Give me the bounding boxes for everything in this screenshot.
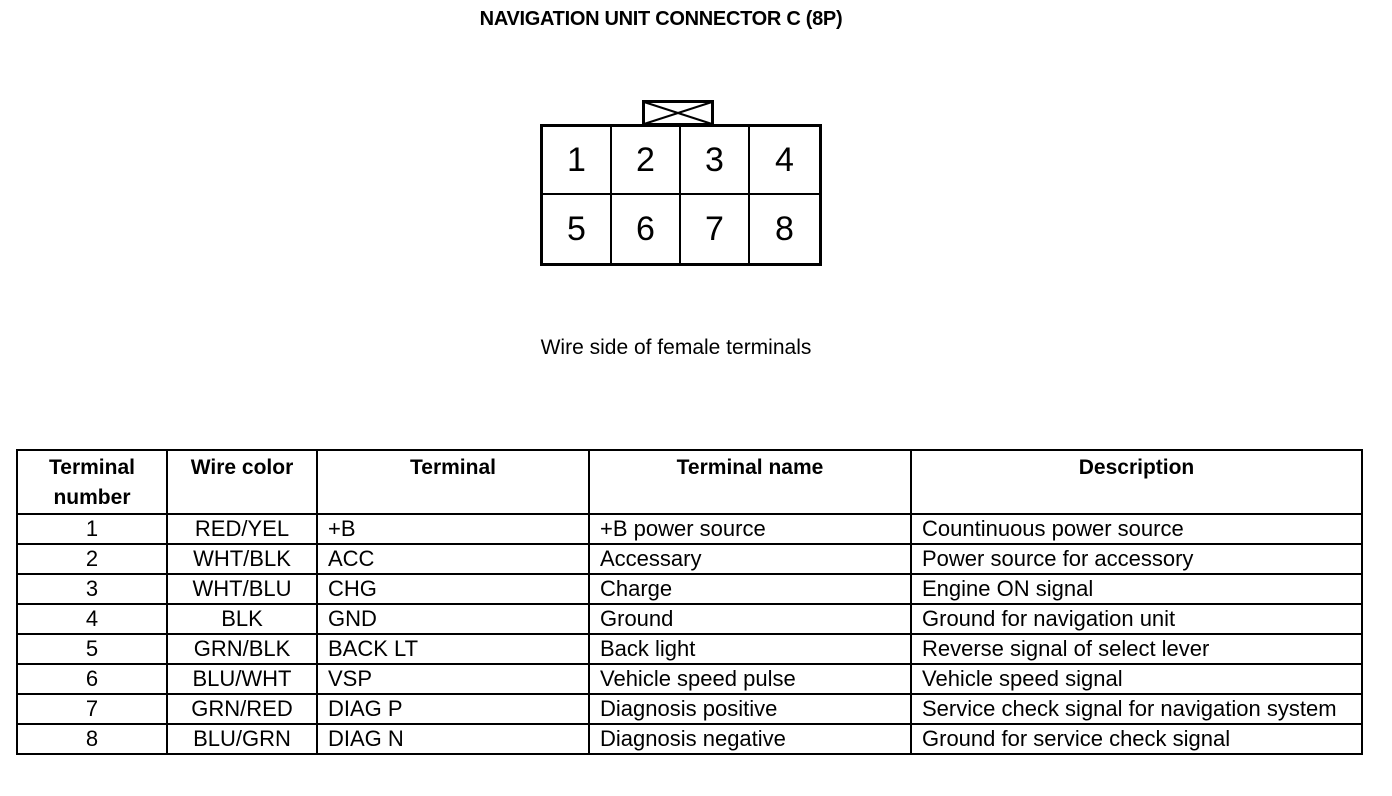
connector-diagram <box>540 100 822 266</box>
cell-wire-color: RED/YEL <box>167 514 317 544</box>
connector-pin: 5 <box>543 195 612 263</box>
cell-terminal-number: 5 <box>17 634 167 664</box>
cell-terminal-number: 2 <box>17 544 167 574</box>
table-row <box>17 634 1362 664</box>
cell-description: Countinuous power source <box>911 514 1362 544</box>
connector-pin: 1 <box>543 127 612 195</box>
cell-description: Vehicle speed signal <box>911 664 1362 694</box>
connector-pin: 2 <box>612 127 681 195</box>
cell-terminal: DIAG N <box>317 724 589 754</box>
header-terminal: Terminal <box>317 450 589 514</box>
table-row <box>17 724 1362 754</box>
table-row <box>17 574 1362 604</box>
cell-wire-color: BLK <box>167 604 317 634</box>
cell-terminal: BACK LT <box>317 634 589 664</box>
page-title: NAVIGATION UNIT CONNECTOR C (8P) <box>479 8 843 30</box>
cell-terminal: ACC <box>317 544 589 574</box>
cell-terminal-number: 6 <box>17 664 167 694</box>
cell-terminal-name: +B power source <box>589 514 911 544</box>
cell-terminal-name: Diagnosis negative <box>589 724 911 754</box>
cell-terminal-name: Back light <box>589 634 911 664</box>
header-wire-color: Wire color <box>167 450 317 514</box>
cell-wire-color: BLU/WHT <box>167 664 317 694</box>
cell-terminal: GND <box>317 604 589 634</box>
connector-latch-icon <box>642 100 714 126</box>
pinout-table <box>16 449 1363 755</box>
cell-terminal-number: 7 <box>17 694 167 724</box>
cell-wire-color: WHT/BLU <box>167 574 317 604</box>
cell-wire-color: WHT/BLK <box>167 544 317 574</box>
header-terminal-name: Terminal name <box>589 450 911 514</box>
cell-terminal: DIAG P <box>317 694 589 724</box>
cell-terminal-name: Accessary <box>589 544 911 574</box>
cell-description: Ground for navigation unit <box>911 604 1362 634</box>
cell-wire-color: GRN/RED <box>167 694 317 724</box>
connector-pin: 8 <box>775 209 794 248</box>
cell-wire-color: GRN/BLK <box>167 634 317 664</box>
table-row <box>17 664 1362 694</box>
cell-terminal-number: 8 <box>17 724 167 754</box>
cell-description: Ground for service check signal <box>911 724 1362 754</box>
cell-terminal-number: 3 <box>17 574 167 604</box>
table-row <box>17 514 1362 544</box>
cell-description: Engine ON signal <box>911 574 1362 604</box>
cell-terminal-name: Diagnosis positive <box>589 694 911 724</box>
cell-description: Service check signal for navigation system <box>911 694 1362 724</box>
header-description: Description <box>911 450 1362 514</box>
cell-description: Reverse signal of select lever <box>911 634 1362 664</box>
connector-pin: 3 <box>681 127 750 195</box>
connector-view-label: Wire side of female terminals <box>540 336 812 359</box>
cell-terminal-number: 1 <box>17 514 167 544</box>
cell-description: Power source for accessory <box>911 544 1362 574</box>
cell-terminal: CHG <box>317 574 589 604</box>
table-row <box>17 694 1362 724</box>
table-header-row <box>17 450 1362 514</box>
table-row <box>17 604 1362 634</box>
cell-terminal-number: 4 <box>17 604 167 634</box>
connector-pin: 6 <box>612 195 681 263</box>
connector-pin-grid <box>540 124 822 266</box>
cell-wire-color: BLU/GRN <box>167 724 317 754</box>
header-terminal-number: Terminal number <box>17 450 167 514</box>
cell-terminal: +B <box>317 514 589 544</box>
connector-pin: 4 <box>750 127 819 195</box>
table-row <box>17 544 1362 574</box>
cell-terminal: VSP <box>317 664 589 694</box>
cell-terminal-name: Ground <box>589 604 911 634</box>
cell-terminal-name: Vehicle speed pulse <box>589 664 911 694</box>
cell-terminal-name: Charge <box>589 574 911 604</box>
connector-pin: 7 <box>681 195 750 263</box>
